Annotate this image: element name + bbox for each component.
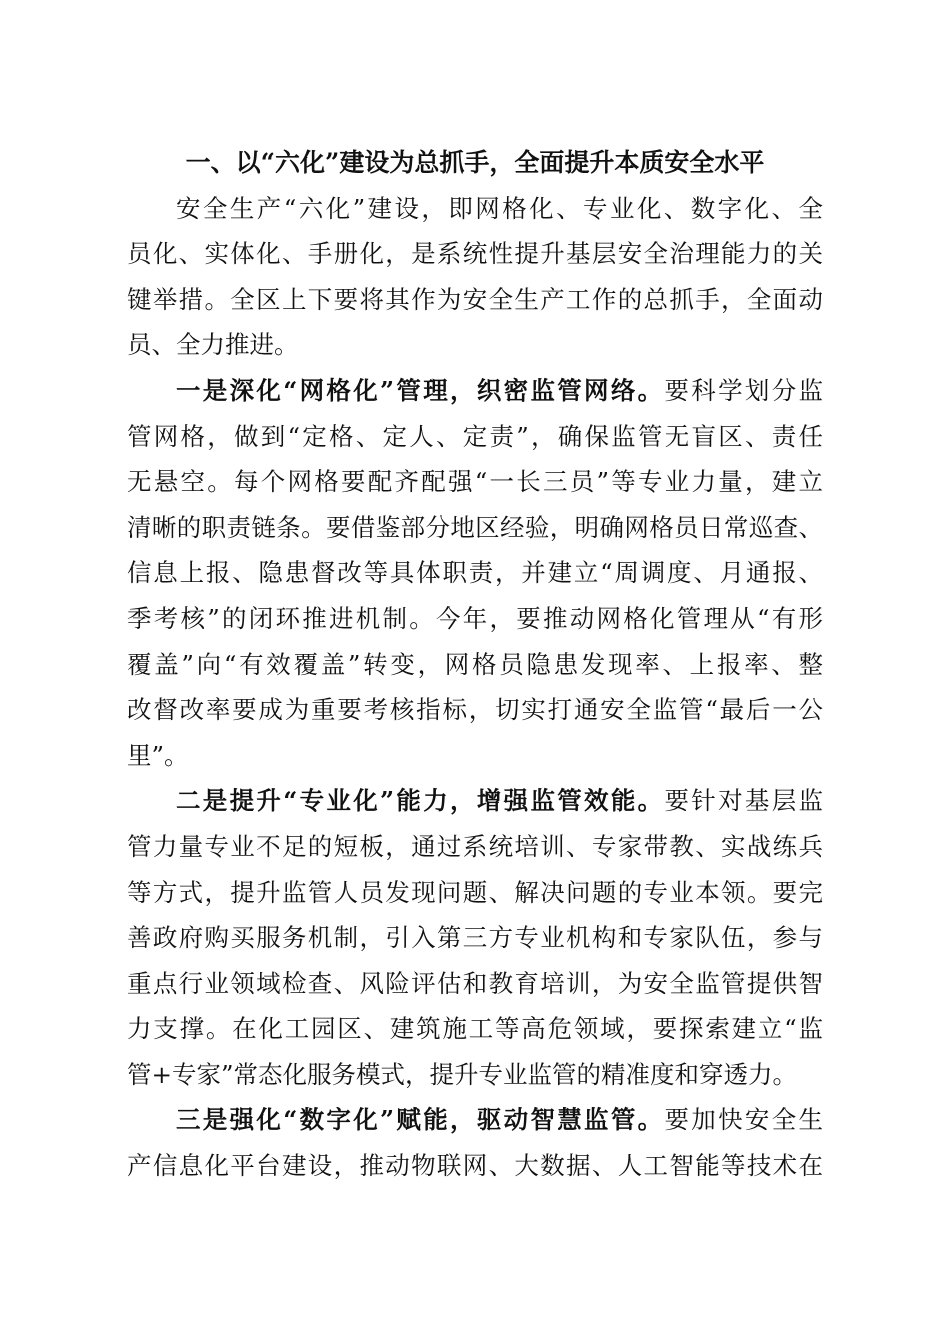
line-text: 员、全力推进。 [127, 330, 299, 360]
line-text: 键举措。全区上下要将其作为安全生产工作的总抓手，全面动 [127, 284, 823, 314]
text-line [127, 642, 823, 688]
line-text: 要科学划分监 [664, 375, 824, 405]
line-text: 要针对基层监 [664, 786, 824, 816]
text-line [127, 1097, 823, 1143]
text-line [127, 733, 823, 779]
line-text: 信息上报、隐患督改等具体职责，并建立“周调度、月通报、 [127, 558, 823, 588]
line-text: 重点行业领域检查、风险评估和教育培训，为安全监管提供智 [127, 968, 823, 998]
text-line [127, 1052, 823, 1098]
paragraph-lead: 二是提升“专业化”能力，增强监管效能。 [176, 786, 665, 816]
text-line [127, 596, 823, 642]
text-line [127, 1006, 823, 1052]
text-line [127, 231, 823, 277]
line-text: 覆盖”向“有效覆盖”转变，网格员隐患发现率、上报率、整 [127, 649, 823, 679]
document-page [127, 140, 823, 1189]
text-line [127, 186, 823, 232]
text-line [127, 687, 823, 733]
paragraph [127, 186, 823, 368]
line-text: 改督改率要成为重要考核指标，切实打通安全监管“最后一公 [127, 695, 823, 725]
paragraph [127, 368, 823, 778]
text-line [127, 915, 823, 961]
paragraph-lead: 三是强化“数字化”赋能，驱动智慧监管。 [176, 1105, 665, 1135]
line-text: 管力量专业不足的短板，通过系统培训、专家带教、实战练兵 [127, 831, 823, 861]
line-text: 员化、实体化、手册化，是系统性提升基层安全治理能力的关 [127, 239, 823, 269]
text-line [127, 824, 823, 870]
line-text: 管+专家”常态化服务模式，提升专业监管的精准度和穿透力。 [127, 1059, 798, 1089]
text-line [127, 322, 823, 368]
section-heading: 一、以“六化”建设为总抓手，全面提升本质安全水平 [185, 148, 765, 177]
text-line [127, 870, 823, 916]
text-line [127, 1143, 823, 1189]
line-text: 里”。 [127, 740, 189, 770]
line-text: 无悬空。每个网格要配齐配强“一长三员”等专业力量，建立 [127, 467, 823, 497]
paragraph-lead: 一是深化“网格化”管理，织密监管网络。 [176, 375, 665, 405]
line-text: 安全生产“六化”建设，即网格化、专业化、数字化、全 [176, 193, 823, 223]
paragraph [127, 1097, 823, 1188]
line-text: 清晰的职责链条。要借鉴部分地区经验，明确网格员日常巡查、 [127, 512, 823, 542]
text-line [127, 414, 823, 460]
text-line [127, 277, 823, 323]
text-line [127, 505, 823, 551]
line-text: 要加快安全生 [664, 1105, 824, 1135]
line-text: 产信息化平台建设，推动物联网、大数据、人工智能等技术在 [127, 1151, 823, 1181]
text-line [127, 550, 823, 596]
text-line [127, 961, 823, 1007]
line-text: 善政府购买服务机制，引入第三方专业机构和专家队伍，参与 [127, 923, 823, 953]
text-line [127, 459, 823, 505]
line-text: 等方式，提升监管人员发现问题、解决问题的专业本领。要完 [127, 877, 823, 907]
line-text: 管网格，做到“定格、定人、定责”，确保监管无盲区、责任 [127, 421, 823, 451]
line-text: 季考核”的闭环推进机制。今年，要推动网格化管理从“有形 [127, 603, 823, 633]
text-line [127, 368, 823, 414]
paragraph [127, 778, 823, 1097]
text-line [127, 778, 823, 824]
line-text: 力支撑。在化工园区、建筑施工等高危领域，要探索建立“监 [127, 1014, 823, 1044]
